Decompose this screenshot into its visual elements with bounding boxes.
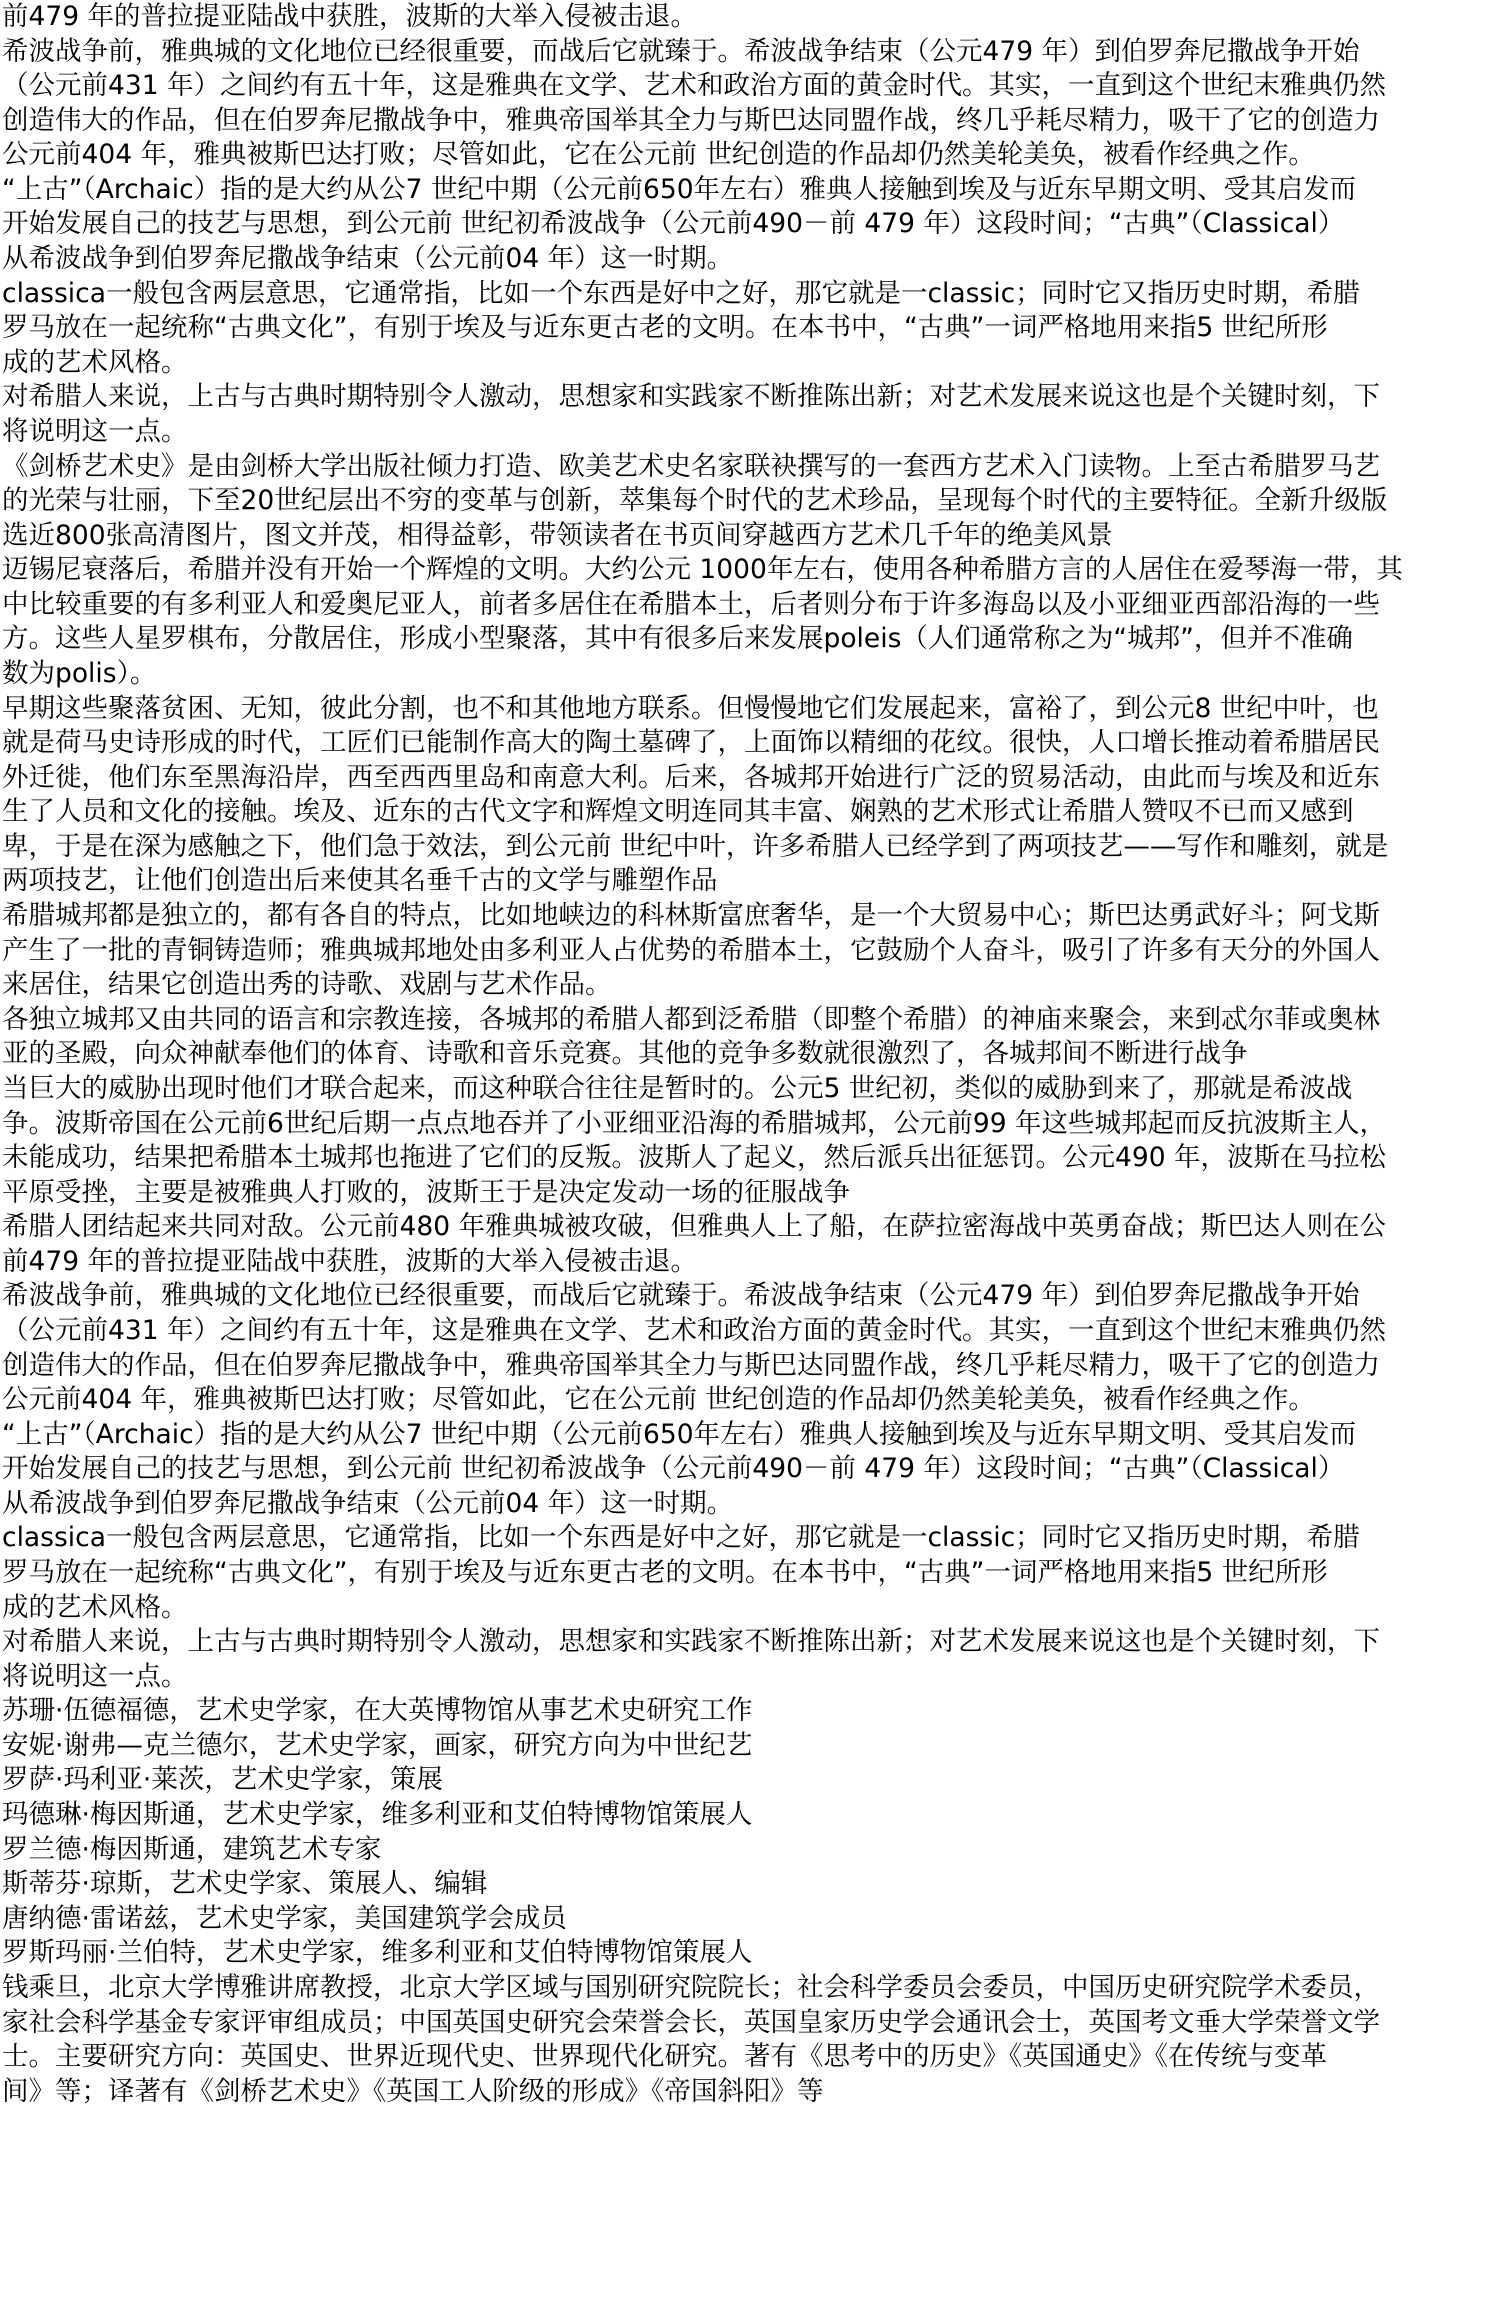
text-line: 成的艺术风格。 xyxy=(2,346,188,378)
text-line: 从希波战争到伯罗奔尼撒战争结束（公元前04 年）这一时期。 xyxy=(2,243,734,275)
text-line: 罗萨·玛利亚·莱茨，艺术史学家，策展 xyxy=(2,1764,443,1796)
text-line: 希波战争前，雅典城的文化地位已经很重要，而战后它就臻于。希波战争结束（公元479 年）到伯罗奔尼撒战争开始 xyxy=(2,1280,1360,1312)
text-line: “上古”（Archaic）指的是大约从公7 世纪中期（公元前650年左右）雅典人接触到埃及与近东早期文明、受其启发而 xyxy=(2,173,1357,205)
text-line: （公元前431 年）之间约有五十年，这是雅典在文学、艺术和政治方面的黄金时代。其实，一直到这个世纪末雅典仍然 xyxy=(2,1314,1387,1346)
text-line: 平原受挫，主要是被雅典人打败的，波斯王于是决定发动一场的征服战争 xyxy=(2,1176,850,1208)
text-line: 希腊人团结起来共同对敌。公元前480 年雅典城被攻破，但雅典人上了船，在萨拉密海战中英勇奋战；斯巴达人则在公 xyxy=(2,1211,1387,1243)
text-line: 生了人员和文化的接触。埃及、近东的古代文字和辉煌文明连同其丰富、娴熟的艺术形式让希腊人赞叹不已而又感到 xyxy=(2,796,1354,828)
text-line: 间》等；译著有《剑桥艺术史》《英国工人阶级的形成》《帝国斜阳》等 xyxy=(2,2075,824,2107)
text-line: 来居住，结果它创造出秀的诗歌、戏剧与艺术作品。 xyxy=(2,969,612,1001)
text-line: 唐纳德·雷诺兹，艺术史学家，美国建筑学会成员 xyxy=(2,1902,567,1934)
text-line: 创造伟大的作品，但在伯罗奔尼撒战争中，雅典帝国举其全力与斯巴达同盟作战，终几乎耗尽精力，吸干了它的创造力 xyxy=(2,1349,1380,1381)
text-line: 中比较重要的有多利亚人和爱奥尼亚人，前者多居住在希腊本土，后者则分布于许多海岛以及小亚细亚西部沿海的一些 xyxy=(2,588,1380,620)
text-line: 卑，于是在深为感触之下，他们急于效法，到公元前 世纪中叶，许多希腊人已经学到了两项技艺——写作和雕刻，就是 xyxy=(2,830,1389,862)
text-line: 斯蒂芬·琼斯，艺术史学家、策展人、编辑 xyxy=(2,1868,488,1900)
text-line: 各独立城邦又由共同的语言和宗教连接，各城邦的希腊人都到泛希腊（即整个希腊）的神庙来聚会，来到忒尔菲或奥林 xyxy=(2,1003,1380,1035)
text-line: 选近800张高清图片，图文并茂，相得益彰，带领读者在书页间穿越西方艺术几千年的绝美风景 xyxy=(2,519,1113,551)
text-line: 希波战争前，雅典城的文化地位已经很重要，而战后它就臻于。希波战争结束（公元479 年）到伯罗奔尼撒战争开始 xyxy=(2,35,1360,67)
text-line: 迈锡尼衰落后，希腊并没有开始一个辉煌的文明。大约公元 1000年左右，使用各种希腊方言的人居住在爱琴海一带，其 xyxy=(2,554,1403,586)
text-line: 从希波战争到伯罗奔尼撒战争结束（公元前04 年）这一时期。 xyxy=(2,1487,734,1519)
text-line: 公元前404 年，雅典被斯巴达打败；尽管如此，它在公元前 世纪创造的作品却仍然美轮美奂，被看作经典之作。 xyxy=(2,139,1315,171)
text-line: “上古”（Archaic）指的是大约从公7 世纪中期（公元前650年左右）雅典人接触到埃及与近东早期文明、受其启发而 xyxy=(2,1418,1357,1450)
text-line: 未能成功，结果把希腊本土城邦也拖进了它们的反叛。波斯人了起义，然后派兵出征惩罚。公元490 年，波斯在马拉松 xyxy=(2,1142,1387,1174)
text-line: 公元前404 年，雅典被斯巴达打败；尽管如此，它在公元前 世纪创造的作品却仍然美轮美奂，被看作经典之作。 xyxy=(2,1384,1315,1416)
text-line: 家社会科学基金专家评审组成员；中国英国史研究会荣誉会长，英国皇家历史学会通讯会士，英国考文垂大学荣誉文学 xyxy=(2,2006,1380,2038)
text-line: 士。主要研究方向：英国史、世界近现代史、世界现代化研究。著有《思考中的历史》《英国通史》《在传统与变革 xyxy=(2,2041,1327,2073)
text-line: 将说明这一点。 xyxy=(2,1660,188,1692)
text-line: 开始发展自己的技艺与思想，到公元前 世纪初希波战争（公元前490－前 479 年）这段时间；“古典”（Classical） xyxy=(2,1453,1345,1485)
text-line: 方。这些人星罗棋布，分散居住，形成小型聚落，其中有很多后来发展poleis（人们通常称之为“城邦”，但并不准确 xyxy=(2,623,1353,655)
text-line: 亚的圣殿，向众神献奉他们的体育、诗歌和音乐竞赛。其他的竞争多数就很激烈了，各城邦间不断进行战争 xyxy=(2,1038,1248,1070)
text-line: 罗马放在一起统称“古典文化”，有别于埃及与近东更古老的文明。在本书中，“古典”一词严格地用来指5 世纪所形 xyxy=(2,1557,1328,1589)
text-line: 苏珊·伍德福德，艺术史学家，在大英博物馆从事艺术史研究工作 xyxy=(2,1695,753,1727)
text-line: （公元前431 年）之间约有五十年，这是雅典在文学、艺术和政治方面的黄金时代。其实，一直到这个世纪末雅典仍然 xyxy=(2,70,1387,102)
text-line: 早期这些聚落贫困、无知，彼此分割，也不和其他地方联系。但慢慢地它们发展起来，富裕了，到公元8 世纪中叶，也 xyxy=(2,692,1379,724)
text-line: 两项技艺，让他们创造出后来使其名垂千古的文学与雕塑作品 xyxy=(2,865,718,897)
text-line: 创造伟大的作品，但在伯罗奔尼撒战争中，雅典帝国举其全力与斯巴达同盟作战，终几乎耗尽精力，吸干了它的创造力 xyxy=(2,104,1380,136)
text-line: 前479 年的普拉提亚陆战中获胜，波斯的大举入侵被击退。 xyxy=(2,1245,698,1277)
text-line: 对希腊人来说，上古与古典时期特别令人激动，思想家和实践家不断推陈出新；对艺术发展来说这也是个关键时刻，下 xyxy=(2,381,1380,413)
text-line: 产生了一批的青铜铸造师；雅典城邦地处由多利亚人占优势的希腊本土，它鼓励个人奋斗，吸引了许多有天分的外国人 xyxy=(2,934,1380,966)
text-line: 就是荷马史诗形成的时代，工匠们已能制作高大的陶土墓碑了，上面饰以精细的花纹。很快，人口增长推动着希腊居民 xyxy=(2,727,1380,759)
text-line: classica一般包含两层意思，它通常指，比如一个东西是好中之好，那它就是一classic；同时它又指历史时期，希腊 xyxy=(2,277,1360,309)
text-line: 罗兰德·梅因斯通，建筑艺术专家 xyxy=(2,1833,382,1865)
text-line: 钱乘旦，北京大学博雅讲席教授，北京大学区域与国别研究院院长；社会科学委员会委员，中国历史研究院学术委员， xyxy=(2,1971,1380,2003)
text-line: 外迁徙，他们东至黑海沿岸，西至西西里岛和南意大利。后来，各城邦开始进行广泛的贸易活动，由此而与埃及和近东 xyxy=(2,761,1380,793)
text-line: 开始发展自己的技艺与思想，到公元前 世纪初希波战争（公元前490－前 479 年）这段时间；“古典”（Classical） xyxy=(2,208,1345,240)
text-line: 的光荣与壮丽，下至20世纪层出不穷的变革与创新，萃集每个时代的艺术珍品，呈现每个时代的主要特征。全新升级版 xyxy=(2,485,1388,517)
document-page xyxy=(2,0,1500,2322)
text-line: 争。波斯帝国在公元前6世纪后期一点点地吞并了小亚细亚沿海的希腊城邦，公元前99 年这些城邦起而反抗波斯主人， xyxy=(2,1107,1387,1139)
text-line: 玛德琳·梅因斯通，艺术史学家，维多利亚和艾伯特博物馆策展人 xyxy=(2,1799,753,1831)
text-line: 希腊城邦都是独立的，都有各自的特点，比如地峡边的科林斯富庶奢华，是一个大贸易中心；斯巴达勇武好斗；阿戈斯 xyxy=(2,900,1380,932)
text-line: 对希腊人来说，上古与古典时期特别令人激动，思想家和实践家不断推陈出新；对艺术发展来说这也是个关键时刻，下 xyxy=(2,1626,1380,1658)
text-line: 将说明这一点。 xyxy=(2,415,188,447)
text-line: 前479 年的普拉提亚陆战中获胜，波斯的大举入侵被击退。 xyxy=(2,1,698,32)
text-line: 《剑桥艺术史》是由剑桥大学出版社倾力打造、欧美艺术史名家联袂撰写的一套西方艺术入门读物。上至古希腊罗马艺 xyxy=(2,450,1380,482)
text-line: 安妮·谢弗—克兰德尔，艺术史学家，画家，研究方向为中世纪艺 xyxy=(2,1729,753,1761)
text-line: 罗马放在一起统称“古典文化”，有别于埃及与近东更古老的文明。在本书中，“古典”一词严格地用来指5 世纪所形 xyxy=(2,312,1328,344)
text-line: 成的艺术风格。 xyxy=(2,1591,188,1623)
text-line: 罗斯玛丽·兰伯特，艺术史学家，维多利亚和艾伯特博物馆策展人 xyxy=(2,1937,753,1969)
text-line: 当巨大的威胁出现时他们才联合起来，而这种联合往往是暂时的。公元5 世纪初，类似的威胁到来了，那就是希波战 xyxy=(2,1072,1353,1104)
text-line: classica一般包含两层意思，它通常指，比如一个东西是好中之好，那它就是一classic；同时它又指历史时期，希腊 xyxy=(2,1522,1360,1554)
text-line: 数为polis）。 xyxy=(2,657,157,689)
